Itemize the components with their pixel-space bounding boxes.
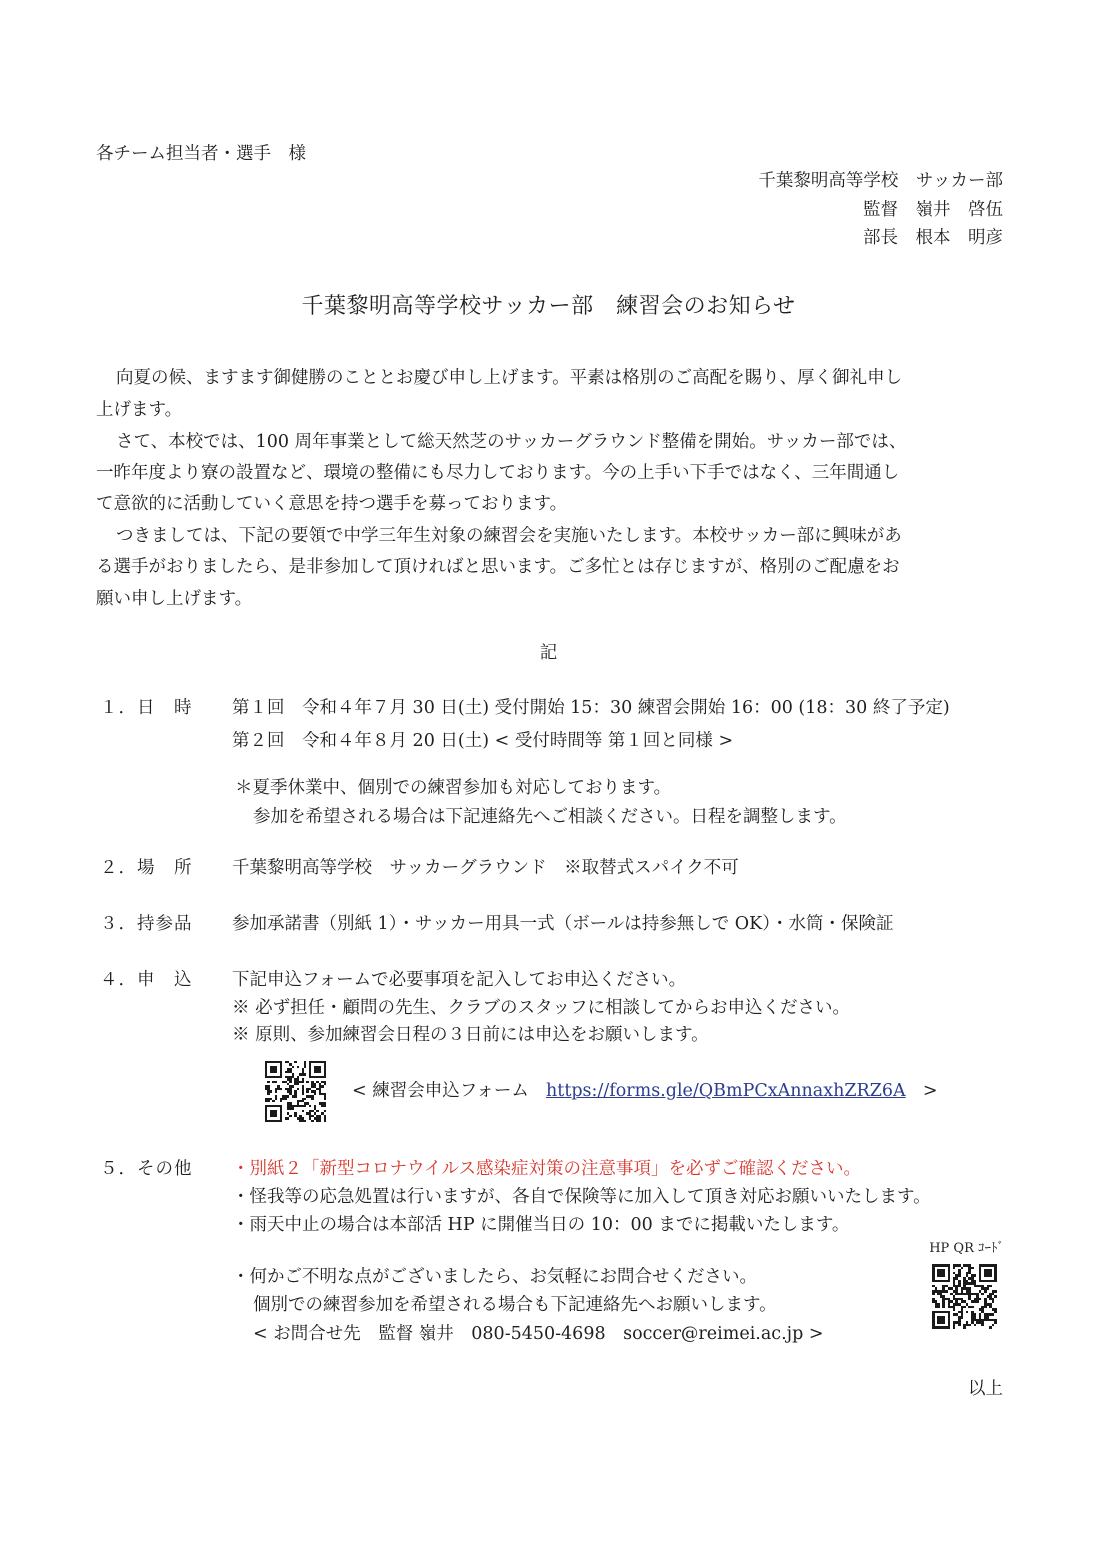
form-link[interactable]: https://forms.gle/QBmPCxAnnaxhZRZ6A [546,1081,906,1101]
item-apply-line2: ※ 必ず担任・顧問の先生、クラブのスタッフに相談してからお申込ください。 [232,998,851,1018]
item-other-line5: 個別での練習参加を希望される場合も下記連絡先へお願いします。 [253,1295,777,1315]
form-link-prefix: < 練習会申込フォーム [352,1081,529,1101]
item-datetime-line1: 第１回 令和４年７月 30 日(土) 受付開始 15：30 練習会開始 16：00 (18：30 終了予定) [232,698,950,718]
item-datetime-note1: ＊夏季休業中、個別での練習参加も対応しております。 [235,778,672,798]
sender-coach: 監督 嶺井 啓伍 [863,200,1003,220]
item-other-line4: ・何かご不明な点がございましたら、お気軽にお問合せください。 [232,1267,757,1287]
item-apply-label: ４．申 込 [100,970,193,990]
body-p3-line1: つきましては、下記の要領で中学三年生対象の練習会を実施いたします。本校サッカー部に興味があ [116,526,902,546]
item-other-line3: ・雨天中止の場合は本部活 HP に開催当日の 10：00 までに掲載いたします。 [232,1215,850,1235]
ki-heading: 記 [539,643,558,663]
body-p1-line2: 上げます。 [96,400,183,420]
hp-qr-label: HP QR ｺｰﾄﾞ [929,1241,1004,1256]
sender-school: 千葉黎明高等学校 サッカー部 [758,171,1003,191]
item-place-label: ２．場 所 [100,858,193,878]
form-qr-code-icon[interactable] [265,1061,326,1122]
contact-info: < お問合せ先 監督 嶺井 080-5450-4698 soccer@reimei.ac.jp > [253,1324,824,1344]
hp-qr-code-icon[interactable] [932,1264,997,1329]
item-bring-label: ３．持参品 [100,914,193,934]
form-link-suffix: > [922,1081,938,1101]
item-bring-text: 参加承諾書（別紙 1）・サッカー用具一式（ボールは持参無しで OK）・水筒・保険証 [232,914,894,934]
sender-captain: 部長 根本 明彦 [863,228,1003,248]
item-datetime-label: １．日 時 [100,698,193,718]
item-datetime-line2: 第２回 令和４年８月 20 日(土) < 受付時間等 第１回と同様 > [232,731,734,751]
body-p2-line3: て意欲的に活動していく意思を持つ選手を募っております。 [96,494,568,514]
item-datetime-note2: 参加を希望される場合は下記連絡先へご相談ください。日程を調整します。 [253,807,847,827]
item-apply-line3: ※ 原則、参加練習会日程の３日前には申込をお願いします。 [232,1025,709,1045]
addressee: 各チーム担当者・選手 様 [96,144,306,164]
item-place-text: 千葉黎明高等学校 サッカーグラウンド ※取替式スパイク不可 [232,858,739,878]
body-p2-line2: 一昨年度より寮の設置など、環境の整備にも尽力しております。今の上手い下手ではなく、三年間通し [96,463,900,483]
item-other-line2: ・怪我等の応急処置は行いますが、各自で保険等に加入して頂き対応お願いいたします。 [232,1187,931,1207]
body-p3-line3: 願い申し上げます。 [96,589,253,609]
closing: 以上 [968,1379,1003,1399]
body-p3-line2: る選手がおりましたら、是非参加して頂ければと思います。ご多忙とは存じますが、格別のご配慮をお [96,557,900,577]
item-apply-line1: 下記申込フォームで必要事項を記入してお申込ください。 [232,970,687,990]
body-p2-line1: さて、本校では、100 周年事業として総天然芝のサッカーグラウンド整備を開始。サッカー部では、 [116,432,907,452]
document-title: 千葉黎明高等学校サッカー部 練習会のお知らせ [301,294,796,319]
item-other-label: ５．その他 [100,1159,193,1179]
form-link-line [352,1077,937,1102]
body-p1-line1: 向夏の候、ますます御健勝のこととお慶び申し上げます。平素は格別のご高配を賜り、厚く御礼申し [116,368,903,388]
item-other-line1: ・別紙２「新型コロナウイルス感染症対策の注意事項」を必ずご確認ください。 [232,1159,861,1179]
